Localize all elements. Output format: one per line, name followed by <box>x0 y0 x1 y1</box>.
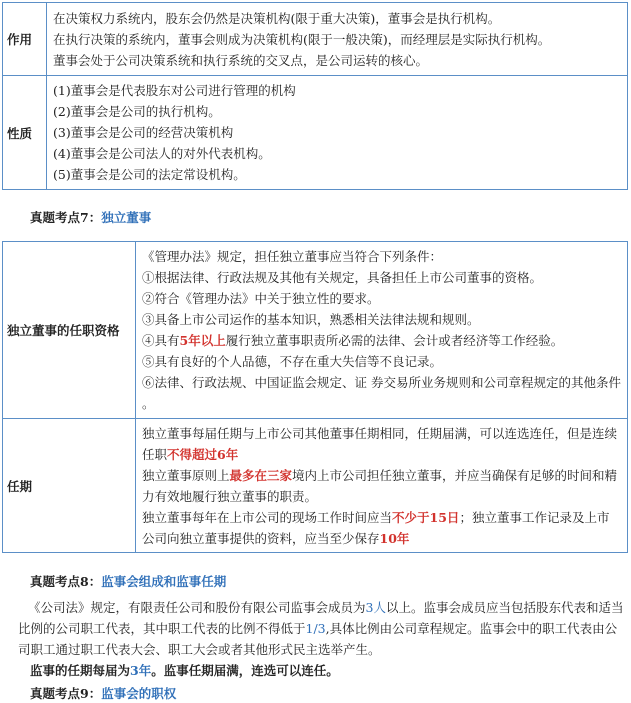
text-span: 以上。监事会成员应当包括股东代表和适当比例的公司职工代表，其中职工代表的比例不得低于 <box>18 600 624 636</box>
text-paragraph <box>142 465 621 507</box>
text-line: 在执行决策的系统内，董事会则成为决策机构(限于一般决策)，而经理层是实际执行机构。 <box>53 31 551 47</box>
row-head-qualification: 独立董事的任职资格 <box>3 242 136 419</box>
row-body-nature <box>47 76 628 190</box>
text-line: 。 <box>142 396 155 411</box>
text-paragraph <box>142 507 621 549</box>
highlight-text: 5年以上 <box>179 333 226 348</box>
topic-title: 监事会的职权 <box>101 686 177 701</box>
text-line: ③具备上市公司运作的基本知识，熟悉相关法律法规和规则。 <box>142 312 480 327</box>
board-role-table <box>2 2 628 190</box>
text-line: (2)董事会是公司的执行机构。 <box>53 104 221 119</box>
text-line <box>142 330 621 351</box>
table-row <box>3 76 628 190</box>
text-span: 独立董事每届任期与上市公司其他董事任期相同，任期届满，可以连选连任，但是连续任职 <box>142 425 618 462</box>
text-line: (4)董事会是公司法人的对外代表机构。 <box>53 146 271 161</box>
highlight-text: 不得超过6年 <box>167 446 239 462</box>
text-line: 《管理办法》规定，担任独立董事应当符合下列条件： <box>142 249 443 264</box>
independent-director-table <box>2 241 628 553</box>
topic-title: 监事会组成和监事任期 <box>101 574 227 589</box>
topic-8-heading <box>30 572 226 590</box>
text-span: ④具有 <box>142 333 180 348</box>
text-span: ；独立董事工作记录及上市公司向独立董事提供的资料，应当至少保存 <box>142 509 610 546</box>
text-span: 监事的任期每届为 <box>30 663 131 678</box>
highlight-text: 3年 <box>130 663 152 678</box>
row-head-role: 作用 <box>3 3 47 76</box>
row-head-nature: 性质 <box>3 76 47 190</box>
topic-prefix: 真题考点7： <box>30 210 102 225</box>
topic-prefix: 真题考点9： <box>30 686 102 701</box>
highlight-text: 3人 <box>365 600 386 615</box>
text-line: ①根据法律、行政法规及其他有关规定，具备担任上市公司董事的资格。 <box>142 270 543 285</box>
highlight-text: 10年 <box>379 530 410 546</box>
text-paragraph <box>142 423 621 465</box>
row-body-role <box>47 3 628 76</box>
text-span: 履行独立董事职责所必需的法律、会计或者经济等工作经验。 <box>225 333 564 348</box>
highlight-text: 不少于15日 <box>392 509 460 525</box>
text-line: (5)董事会是公司的法定常设机构。 <box>53 167 246 182</box>
row-body-qualification <box>136 242 628 419</box>
text-line: (1)董事会是代表股东对公司进行管理的机构 <box>53 83 296 98</box>
text-line: ⑤具有良好的个人品德，不存在重大失信等不良记录。 <box>142 354 443 369</box>
topic-9-heading <box>30 684 176 702</box>
table-row <box>3 242 628 419</box>
table-row <box>3 3 628 76</box>
highlight-text: 1/3 <box>305 621 326 636</box>
text-span: ,具体比例由公司章程规定。监事会中的职工代表由公司职工通过职工代表大会、职工大会或者其他形式民主选举产生。 <box>18 621 618 657</box>
supervisory-board-paragraph <box>18 597 624 660</box>
text-span: 。监事任期届满，连选可以连任。 <box>151 663 339 678</box>
text-span: 《公司法》规定，有限责任公司和股份有限公司监事会成员为 <box>28 600 366 615</box>
topic-title: 独立董事 <box>101 210 152 225</box>
text-span: 境内上市公司担任独立董事，并应当确保有足够的时间和精力有效地履行独立董事的职责。 <box>142 467 618 504</box>
text-span: 独立董事原则上 <box>142 467 230 483</box>
row-head-term: 任期 <box>3 419 136 553</box>
topic-7-heading <box>30 208 151 226</box>
text-span: 独立董事每年在上市公司的现场工作时间应当 <box>142 509 393 525</box>
row-body-term <box>136 419 628 553</box>
supervisor-term-paragraph <box>30 660 631 681</box>
text-line: ②符合《管理办法》中关于独立性的要求。 <box>142 291 380 306</box>
table-row <box>3 419 628 553</box>
highlight-text: 最多在三家 <box>229 467 293 483</box>
topic-prefix: 真题考点8： <box>30 574 102 589</box>
text-line: (3)董事会是公司的经营决策机构 <box>53 125 234 140</box>
text-line: ⑥法律、行政法规、中国证监会规定、证 券交易所业务规则和公司章程规定的其他条件 <box>142 375 621 390</box>
text-line: 在决策权力系统内，股东会仍然是决策机构(限于重大决策)，董事会是执行机构。 <box>53 10 501 26</box>
text-line: 董事会处于公司决策系统和执行系统的交叉点，是公司运转的核心。 <box>53 52 429 68</box>
